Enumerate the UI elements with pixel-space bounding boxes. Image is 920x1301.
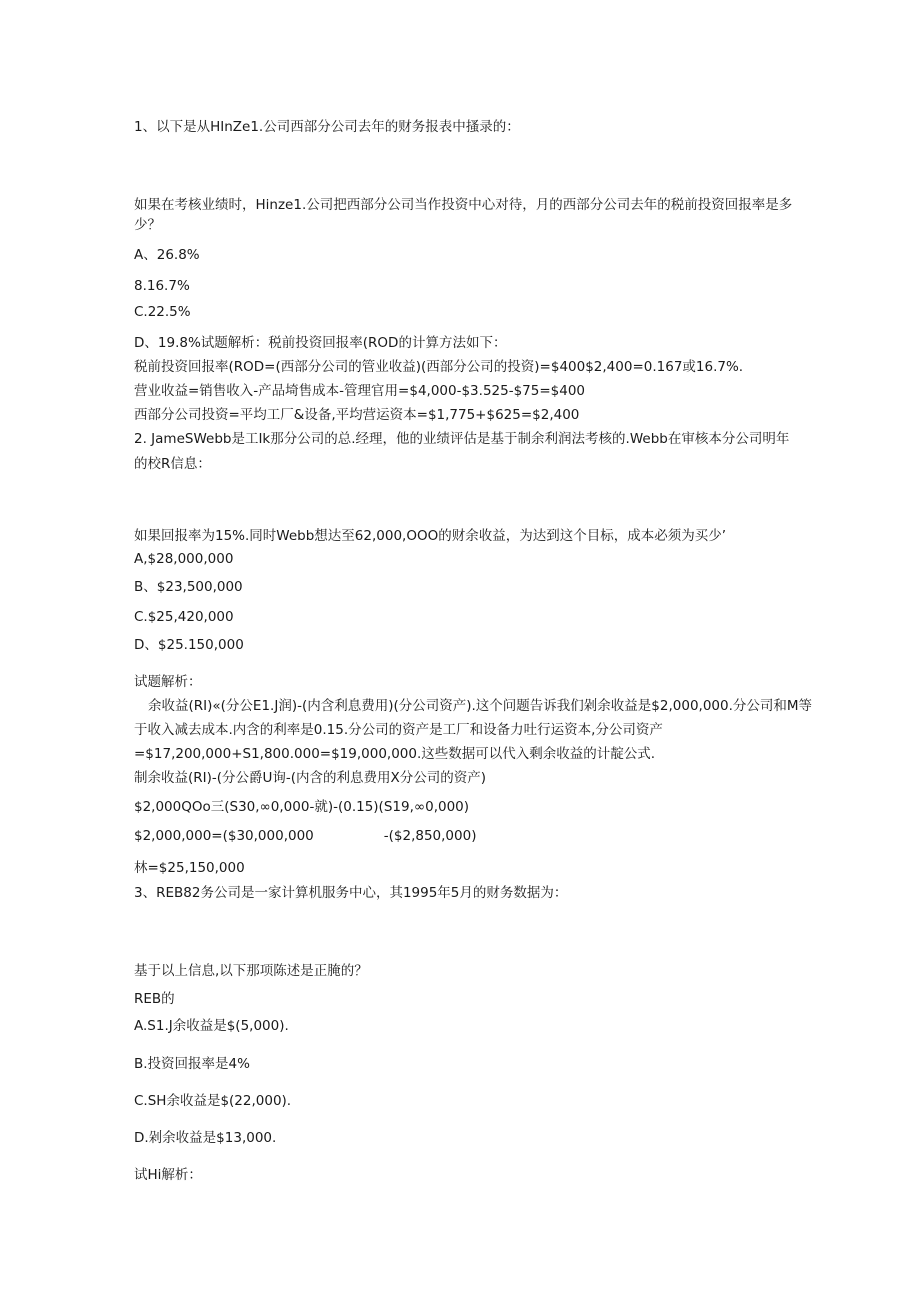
q2-analysis-heading: 试题解析：: [134, 674, 202, 690]
q1-analysis-line: 税前投资回报率(ROD=(西部分公司的管业收益)(西部分公司的投资)=$400$2,400=0.167或16.7%.: [134, 359, 744, 375]
q2-analysis-line: 于收入减去成本.内含的利率是0.15.分公司的资产是工厂和设备力吐行运资本,分公司资产: [134, 722, 663, 738]
question-2-prompt: 如果回报率为15%.同时Webb想达至62,000,OOO的财余收益，为达到这个目标，成本必须为买少’: [134, 528, 726, 544]
question-3-text: 3、REB82务公司是一家计算机服务中心，其1995年5月的财务数据为：: [134, 885, 568, 901]
q2-option-d: D、$25.150,000: [134, 637, 244, 653]
q3-option-d: D.剁余收益是$13,000.: [134, 1130, 277, 1146]
q3-option-a: A.S1.J余收益是$(5,000).: [134, 1018, 289, 1034]
q1-option-b: 8.16.7%: [134, 278, 190, 294]
q3-option-b: B.投资回报率是4%: [134, 1056, 250, 1072]
question-1-intro: 1、以下是从HInZe1.公司西部分公司去年的财务报表中搔录的：: [134, 119, 520, 135]
q2-option-a: A,$28,000,000: [134, 551, 234, 567]
question-1-text-cont: 少？: [134, 217, 161, 233]
equation-right: -($2,850,000): [383, 828, 477, 844]
q2-analysis-line: 余收益(RI)«(分公E1.J润)-(内含利息费用)(分公司资产).这个问题告诉我们剁余收益是$2,000,000.分公司和M等: [148, 698, 813, 714]
q1-analysis-line: 西部分公司投资=平均工厂&设备,平均营运资本=$1,775+$625=$2,400: [134, 407, 580, 423]
question-3-subject: REB的: [134, 991, 175, 1007]
q1-option-a: A、26.8%: [134, 247, 200, 263]
q2-result-line: 林=$25,150,000: [134, 860, 245, 876]
q1-option-d-and-analysis: D、19.8%试题解析：税前投资回报率(ROD的计算方法如下：: [134, 335, 507, 351]
q2-option-c: C.$25,420,000: [134, 609, 234, 625]
q1-analysis-line: 营业收益=销售收入-产品埼售成本-管理官用=$4,000-$3.525-$75=$400: [134, 383, 586, 399]
question-2-text-cont: 的校R信息：: [134, 456, 211, 472]
equation-left: $2,000,000=($30,000,000: [134, 828, 314, 844]
q1-option-c: C.22.5%: [134, 304, 191, 320]
q2-analysis-line: =$17,200,000+S1,800.000=$19,000,000.这些数据可以代入剩余收益的计靛公式.: [134, 746, 656, 762]
q3-option-c: C.SH余收益是$(22,000).: [134, 1093, 292, 1109]
question-3-prompt: 基于以上信息,以下那项陈述是正腌的？: [134, 963, 368, 979]
q2-analysis-line: 制余收益(RI)-(分公爵U询-(内含的利息费用X分公司的资产): [134, 770, 487, 786]
q2-equation-line: $2,000QOo三(S30,∞0,000-就)-(0.15)(S19,∞0,000): [134, 799, 470, 815]
question-2-text: 2. JameSWebb是工Ik那分公司的总.经理，他的业绩评估是基于制余利润法考核的.Webb在审核本分公司明年: [134, 431, 790, 447]
q2-option-b: B、$23,500,000: [134, 579, 243, 595]
question-1-text: 如果在考核业绩时，Hinze1.公司把西部分公司当作投资中心对待，月的西部分公司去年的税前投资回报率是多: [134, 197, 793, 213]
q2-equation-line: [134, 827, 476, 845]
q3-analysis-heading: 试Hi解析：: [134, 1167, 202, 1183]
